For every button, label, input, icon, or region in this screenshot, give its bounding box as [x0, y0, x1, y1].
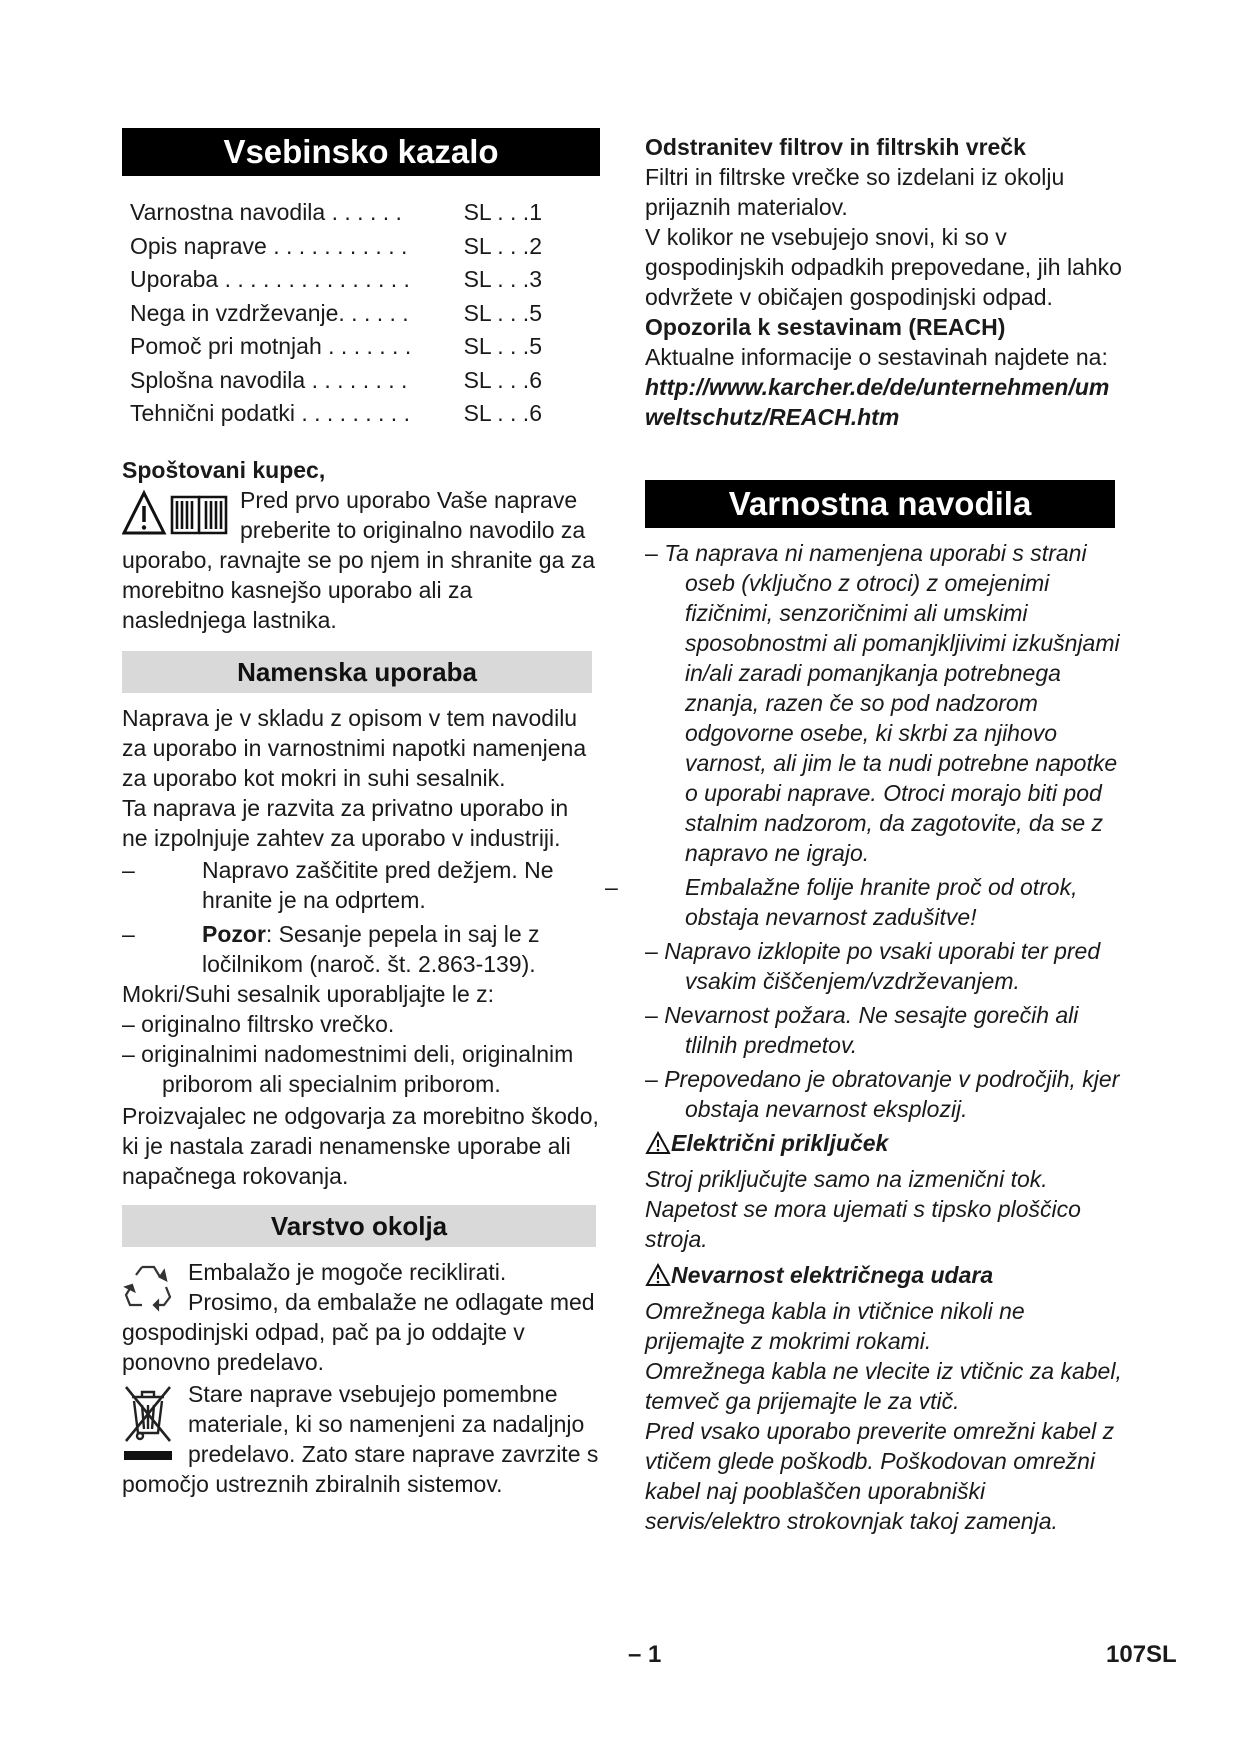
- filters-p1: Filtri in filtrske vrečke so izdelani iz okolju prijaznih materialov.: [645, 164, 1065, 220]
- electric-p1: Stroj priključujte samo na izmenični tok. Napetost se mora ujemati s tipsko ploščico stroja.: [645, 1166, 1081, 1252]
- toc-label: Tehnični podatki . . . . . . . . .: [130, 400, 410, 426]
- list-item: – Prepovedano je obratovanje v področjih, kjer obstaja nevarnost eksplozij.: [645, 1066, 1120, 1122]
- list-item: – Pozor: Sesanje pepela in saj le z ločilnikom (naroč. št. 2.863-139).: [122, 920, 540, 977]
- intended-use-p4: Proizvajalec ne odgovarja za morebitno škodo, ki je nastala zaradi nenamenske uporabe ali napačnega rokovanja.: [122, 1102, 599, 1189]
- toc-row[interactable]: [130, 330, 542, 364]
- environment-p1: Embalažo je mogoče reciklirati. Prosimo, da embalaže ne odlagate med gospodinjski odpad, pač pa jo oddajte v ponovno predelavo.: [122, 1258, 595, 1375]
- intended-use-item2: : Sesanje pepela in saj le z ločilnikom (naroč. št. 2.863-139).: [202, 920, 540, 977]
- toc-row[interactable]: [130, 364, 542, 398]
- filters-heading: Odstranitev filtrov in filtrskih vrečk: [645, 134, 1026, 160]
- warning-triangle-icon: [645, 1263, 671, 1287]
- weee-block: [122, 1379, 600, 1499]
- toc-page: SL . . .3: [463, 266, 542, 292]
- safety-item: Ta naprava ni namenjena uporabi s strani oseb (vključno z otroci) z omejenimi fizičnimi, senzoričnimi ali umskimi sposobnostmi ali pomanjkljivimi izkušnjami in/ali zaradi pomanjkanja potrebnega znanja, razen če so pod nadzorom odgovorne osebe, ki skrbi za njihovo varnost, ali jim le ta nudi potrebne napotke o uporabi naprave. Otroci morajo biti pod stalnim nadzorom, da zagotovite, da se z napravo ne igrajo.: [664, 540, 1120, 866]
- warning-triangle-icon: [645, 1131, 671, 1155]
- environment-p2: Stare naprave vsebujejo pomembne materiale, ki so namenjeni za nadaljnjo predelavo. Zato stare naprave zavrzite s pomočjo ustreznih zbiralnih sistemov.: [122, 1380, 599, 1497]
- toc-page: SL . . .5: [463, 333, 542, 359]
- intended-use-item1: Napravo zaščitite pred dežjem. Ne hranite je na odprtem.: [202, 856, 554, 913]
- toc-label: Uporaba . . . . . . . . . . . . . . .: [130, 266, 410, 292]
- reach-heading: Opozorila k sestavinam (REACH): [645, 314, 1006, 340]
- toc-label: Opis naprave . . . . . . . . . . .: [130, 232, 408, 259]
- intro-block: [122, 485, 600, 635]
- intended-use-p2: Ta naprava je razvita za privatno uporabo in ne izpolnjuje zahtev za uporabo v industriji.: [122, 794, 569, 851]
- list-item: – Napravo zaščitite pred dežjem. Ne hranite je na odprtem.: [122, 856, 554, 913]
- toc-row[interactable]: [130, 297, 542, 331]
- toc-page: SL . . .6: [463, 400, 542, 426]
- right-column: [605, 132, 1123, 1536]
- intended-use-p3: Mokri/Suhi sesalnik uporabljajte le z:: [122, 980, 495, 1007]
- safety-item: Napravo izklopite po vsaki uporabi ter pred vsakim čiščenjem/vzdrževanjem.: [664, 938, 1101, 994]
- safety-list: [605, 538, 1123, 1124]
- safety-item: Nevarnost požara. Ne sesajte gorečih ali tlilnih predmetov.: [664, 1002, 1079, 1058]
- shock-p3: Pred vsako uporabo preverite omrežni kabel z vtičem glede poškodb. Poškodovan omrežni kabel naj pooblaščen uporabniški servis/elektro strokovnjak takoj zamenja.: [645, 1418, 1115, 1534]
- warning-triangle-icon: [124, 493, 164, 533]
- greeting: Spoštovani kupec,: [122, 456, 326, 483]
- reach-link[interactable]: http://www.karcher.de/de/unternehmen/umweltschutz/REACH.htm: [645, 374, 1110, 430]
- toc-title: Vsebinsko kazalo: [122, 128, 600, 176]
- intended-use-title: Namenska uporaba: [122, 651, 592, 693]
- safety-item: Embalažne folije hranite proč od otrok, obstaja nevarnost zadušitve!: [685, 874, 1078, 930]
- caution-label: Pozor: [202, 920, 266, 947]
- toc-row[interactable]: [130, 263, 542, 297]
- intro-text: Pred prvo uporabo Vaše naprave preberite to originalno navodilo za uporabo, ravnajte se po njem in shranite ga za morebitno kasnejšo uporabo ali za naslednjega lastnika.: [122, 486, 596, 633]
- toc-row[interactable]: [130, 397, 542, 431]
- page-number: – 1: [628, 1641, 662, 1668]
- toc-page: SL . . .6: [463, 366, 542, 393]
- crossed-bin-icon: [122, 1383, 174, 1463]
- toc-page: SL . . .2: [463, 232, 542, 259]
- toc-row[interactable]: [130, 230, 542, 264]
- list-item: – Napravo izklopite po vsaki uporabi ter pred vsakim čiščenjem/vzdrževanjem.: [645, 938, 1101, 994]
- list-item: – Ta naprava ni namenjena uporabi s strani oseb (vključno z otroci) z omejenimi fizičnimi, senzoričnimi ali umskimi sposobnostmi ali pomanjkljivimi izkušnjami in/ali zaradi pomanjkanja potrebnega znanja, razen če so pod nadzorom odgovorne osebe, ki skrbi za njihovo varnost, ali jim le ta nudi potrebne napotke o uporabi naprave. Otroci morajo biti pod stalnim nadzorom, da zagotovite, da se z napravo ne igrajo.: [645, 540, 1120, 866]
- safety-title: Varnostna navodila: [645, 480, 1115, 528]
- list-item: – Embalažne folije hranite proč od otrok, obstaja nevarnost zadušitve!: [605, 874, 1078, 930]
- left-column: [122, 128, 600, 1499]
- warning-manual-icons: [122, 489, 228, 539]
- intended-use-list2: – originalnimi nadomestnimi deli, originalnim priborom ali specialnim priborom.: [122, 1040, 574, 1097]
- toc-page: SL . . .1: [463, 199, 542, 225]
- environment-title: Varstvo okolja: [122, 1205, 596, 1247]
- safety-item: Prepovedano je obratovanje v področjih, kjer obstaja nevarnost eksplozij.: [664, 1066, 1120, 1122]
- electric-heading: Električni priključek: [671, 1130, 889, 1156]
- toc-label: Pomoč pri motnjah . . . . . . .: [130, 333, 412, 359]
- table-of-contents: [130, 196, 542, 431]
- filters-p2: V kolikor ne vsebujejo snovi, ki so v gospodinjskih odpadkih prepovedane, jih lahko odvržete v običajen gospodinjski odpad.: [645, 224, 1122, 310]
- toc-row[interactable]: [130, 196, 542, 230]
- recycle-icon: [122, 1261, 174, 1313]
- page-code: 107SL: [1106, 1641, 1177, 1668]
- shock-p2: Omrežnega kabla ne vlecite iz vtičnic za kabel, temveč ga prijemajte le za vtič.: [645, 1358, 1122, 1414]
- toc-label: Splošna navodila . . . . . . . .: [130, 366, 408, 393]
- toc-label: Varnostna navodila . . . . . .: [130, 199, 402, 225]
- intended-use-list1: – originalno filtrsko vrečko.: [122, 1010, 395, 1037]
- shock-heading-row: [645, 1260, 1123, 1290]
- reach-p1: Aktualne informacije o sestavinah najdete na:: [645, 344, 1108, 370]
- shock-heading: Nevarnost električnega udara: [671, 1262, 994, 1288]
- recycle-block: [122, 1257, 600, 1377]
- intended-use-p1: Naprava je v skladu z opisom v tem navodilu za uporabo in varnostnimi napotki namenjena za uporabo kot mokri in suhi sesalnik.: [122, 704, 587, 791]
- open-book-icon: [172, 497, 226, 533]
- toc-page: SL . . .5: [463, 299, 542, 326]
- shock-p1: Omrežnega kabla in vtičnice nikoli ne prijemajte z mokrimi rokami.: [645, 1298, 1025, 1354]
- list-item: – Nevarnost požara. Ne sesajte gorečih ali tlilnih predmetov.: [645, 1002, 1079, 1058]
- toc-label: Nega in vzdrževanje. . . . . .: [130, 299, 409, 326]
- electric-heading-row: [645, 1128, 1123, 1158]
